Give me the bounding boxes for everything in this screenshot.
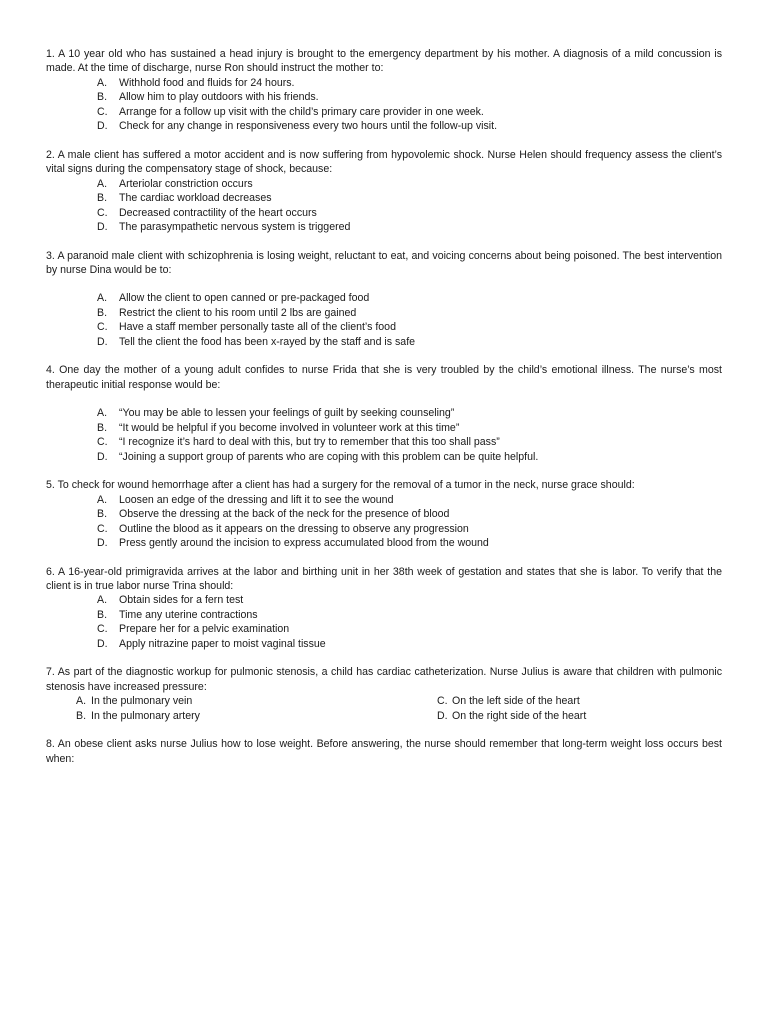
option-letter: B. [97,91,108,104]
question-1 [46,47,722,134]
option-letter: D. [97,120,108,133]
answer-option [46,450,722,465]
option-text: Loosen an edge of the dressing and lift it to see the wound [119,493,394,506]
option-letter: B. [76,709,87,722]
question-stem: 8. An obese client asks nurse Julius how to lose weight. Before answering, the nurse should remember that long-term weight loss occurs best when: [46,738,722,765]
answer-option [46,493,722,508]
answer-option [46,76,722,91]
answer-option [46,593,722,608]
option-text: The parasympathetic nervous system is triggered [119,221,351,234]
answer-option [46,335,722,350]
question-4 [46,363,722,464]
option-letter: A. [97,594,108,607]
answer-option [46,191,722,206]
answer-options [46,76,722,134]
option-letter: A. [97,493,108,506]
option-letter: C. [97,436,108,449]
question-stem: 1. A 10 year old who has sustained a head injury is brought to the emergency department by his mother. A diagnosis of a mild concussion is made. At the time of discharge, nurse Ron should instruct the mother to: [46,48,722,75]
answer-option [46,507,722,522]
option-text: Have a staff member personally taste all of the client’s food [119,321,396,334]
option-text: Prepare her for a pelvic examination [119,623,290,636]
answer-option [46,536,722,551]
option-text: Restrict the client to his room until 2 lbs are gained [119,306,357,319]
option-letter: B. [97,508,108,521]
answer-option [46,220,722,235]
answer-option [437,709,722,724]
answer-options [46,291,722,349]
question-stem: 5. To check for wound hemorrhage after a client has had a surgery for the removal of a tumor in the neck, nurse grace should: [46,479,635,492]
option-text: In the pulmonary artery [91,709,200,722]
option-text: Arrange for a follow up visit with the child’s primary care provider in one week. [119,105,484,118]
answer-option [46,406,722,421]
answer-option [76,709,437,724]
answer-option [46,306,722,321]
answer-option [46,608,722,623]
option-letter: A. [97,76,108,89]
option-text: On the right side of the heart [452,709,587,722]
option-letter: D. [97,335,108,348]
option-letter: B. [97,306,108,319]
option-text: Apply nitrazine paper to moist vaginal tissue [119,637,326,650]
answer-option [46,119,722,134]
question-3 [46,249,722,350]
option-letter: B. [97,192,108,205]
answer-option [46,105,722,120]
answer-options [46,694,722,723]
question-stem: 7. As part of the diagnostic workup for pulmonic stenosis, a child has cardiac catheterization. Nurse Julius is aware that children with pulmonic stenosis have increased pressure: [46,666,722,693]
option-letter: C. [97,321,108,334]
option-text: Obtain sides for a fern test [119,594,244,607]
question-7 [46,665,722,723]
option-letter: A. [97,177,108,190]
answer-option [76,694,437,709]
question-5 [46,478,722,550]
option-text: “It would be helpful if you become involved in volunteer work at this time” [119,421,460,434]
option-letter: A. [97,292,108,305]
answer-option [46,637,722,652]
question-2 [46,148,722,235]
option-text: Tell the client the food has been x-rayed by the staff and is safe [119,335,416,348]
answer-option [46,435,722,450]
option-letter: C. [97,105,108,118]
option-text: In the pulmonary vein [91,695,193,708]
option-letter: D. [97,450,108,463]
answer-option [46,622,722,637]
question-8 [46,737,722,766]
option-letter: C. [437,695,448,708]
question-stem: 2. A male client has suffered a motor accident and is now suffering from hypovolemic shock. Nurse Helen should frequency assess the client’s vital signs during the compensatory stage of shock, because: [46,148,722,176]
answer-option [46,206,722,221]
question-6 [46,565,722,652]
option-letter: C. [97,522,108,535]
question-stem: 6. A 16-year-old primigravida arrives at the labor and birthing unit in her 38th week of gestation and states that she is labor. To verify that the client is in true labor nurse Trina should: [46,565,722,593]
option-letter: C. [97,623,108,636]
option-text: Outline the blood as it appears on the dressing to observe any progression [119,522,469,535]
answer-option [46,522,722,537]
answer-option [46,90,722,105]
answer-options [46,177,722,235]
option-text: On the left side of the heart [452,695,580,708]
question-stem: 4. One day the mother of a young adult confides to nurse Frida that she is very troubled by the child’s emotional illness. The nurse’s most therapeutic initial response would be: [46,364,722,391]
option-text: Decreased contractility of the heart occurs [119,206,317,219]
option-letter: B. [97,421,108,434]
answer-options [46,493,722,551]
answer-option [46,421,722,436]
answer-option [46,177,722,192]
option-text: Press gently around the incision to express accumulated blood from the wound [119,537,489,550]
option-text: Arteriolar constriction occurs [119,177,253,190]
answer-option [46,320,722,335]
option-text: “I recognize it’s hard to deal with this, but try to remember that this too shall pass” [119,436,500,449]
option-text: The cardiac workload decreases [119,192,272,205]
answer-options [46,593,722,651]
option-letter: A. [76,695,87,708]
option-letter: B. [97,608,108,621]
option-letter: D. [97,221,108,234]
option-letter: C. [97,206,108,219]
option-text: Withhold food and fluids for 24 hours. [119,76,295,89]
option-text: Allow him to play outdoors with his friends. [119,91,319,104]
option-letter: D. [437,709,448,722]
answer-option [46,291,722,306]
option-text: “You may be able to lessen your feelings of guilt by seeking counseling” [119,407,455,420]
question-stem: 3. A paranoid male client with schizophrenia is losing weight, reluctant to eat, and voicing concerns about being poisoned. The best intervention by nurse Dina would be to: [46,249,722,277]
option-letter: D. [97,637,108,650]
option-text: “Joining a support group of parents who are coping with this problem can be quite helpful. [119,450,539,463]
option-letter: D. [97,537,108,550]
option-text: Time any uterine contractions [119,608,258,621]
option-text: Observe the dressing at the back of the neck for the presence of blood [119,508,450,521]
answer-option [437,694,722,709]
option-text: Allow the client to open canned or pre-packaged food [119,292,370,305]
answer-options [46,406,722,464]
option-text: Check for any change in responsiveness every two hours until the follow-up visit. [119,120,498,133]
option-letter: A. [97,407,108,420]
